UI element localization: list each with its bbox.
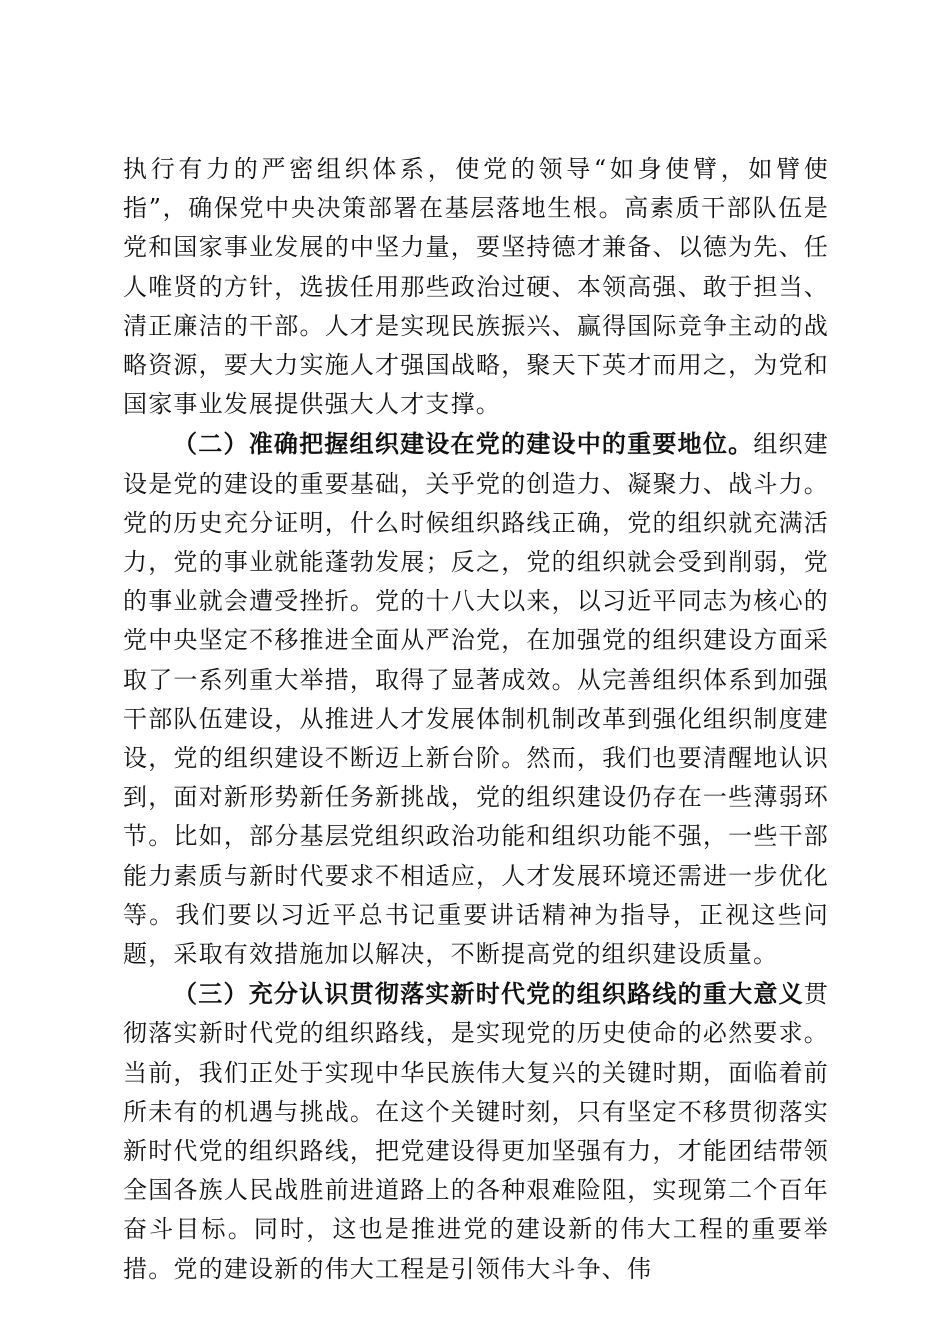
paragraph-text: 组织建设是党的建设的重要基础，关乎党的创造力、凝聚力、战斗力。党的历史充分证明，什么时候组织路线正确，党的组织就充满活力，党的事业就能蓬勃发展；反之，党的组织就会受到削弱，党的事业就会遭受挫折。党的十八大以来，以习近平同志为核心的党中央坚定不移推进全面从严治党，在加强党的组织建设方面采取了一系列重大举措，取得了显著成效。从完善组织体系到加强干部队伍建设，从推进人才发展体制机制改革到强化组织制度建设，党的组织建设不断迈上新台阶。然而，我们也要清醒地认识到，面对新形势新任务新挑战，党的组织建设仍存在一些薄弱环节。比如，部分基层党组织政治功能和组织功能不强，一些干部能力素质与新时代要求不相适应，人才发展环境还需进一步优化等。我们要以习近平总书记重要讲话精神为指导，正视这些问题，采取有效措施加以解决，不断提高党的组织建设质量。 (123, 430, 829, 969)
paragraph-continuation (123, 150, 829, 424)
paragraph-text: 贯彻落实新时代党的组织路线，是实现党的历史使命的必然要求。当前，我们正处于实现中华民族伟大复兴的关键时期，面临着前所未有的机遇与挑战。在这个关键时刻，只有坚定不移贯彻落实新时代党的组织路线，把党建设得更加坚强有力，才能团结带领全国各族人民战胜前进道路上的各种艰难险阻，实现第二个百年奋斗目标。同时，这也是推进党的建设新的伟大工程的重要举措。党的建设新的伟大工程是引领伟大斗争、伟 (123, 980, 829, 1283)
paragraph-section-3 (123, 974, 829, 1289)
document-body (123, 150, 829, 1289)
paragraph-text: 执行有力的严密组织体系，使党的领导“如身使臂，如臂使指”，确保党中央决策部署在基层落地生根。高素质干部队伍是党和国家事业发展的中坚力量，要坚持德才兼备、以德为先、任人唯贤的方针，选拔任用那些政治过硬、本领高强、敢于担当、清正廉洁的干部。人才是实现民族振兴、赢得国际竞争主动的战略资源，要大力实施人才强国战略，聚天下英才而用之，为党和国家事业发展提供强大人才支撑。 (123, 155, 829, 419)
section-heading-3: （三）充分认识贯彻落实新时代党的组织路线的重大意义 (173, 979, 804, 1009)
paragraph-section-2 (123, 424, 829, 974)
section-heading-2: （二）准确把握组织建设在党的建设中的重要地位。 (173, 429, 754, 459)
